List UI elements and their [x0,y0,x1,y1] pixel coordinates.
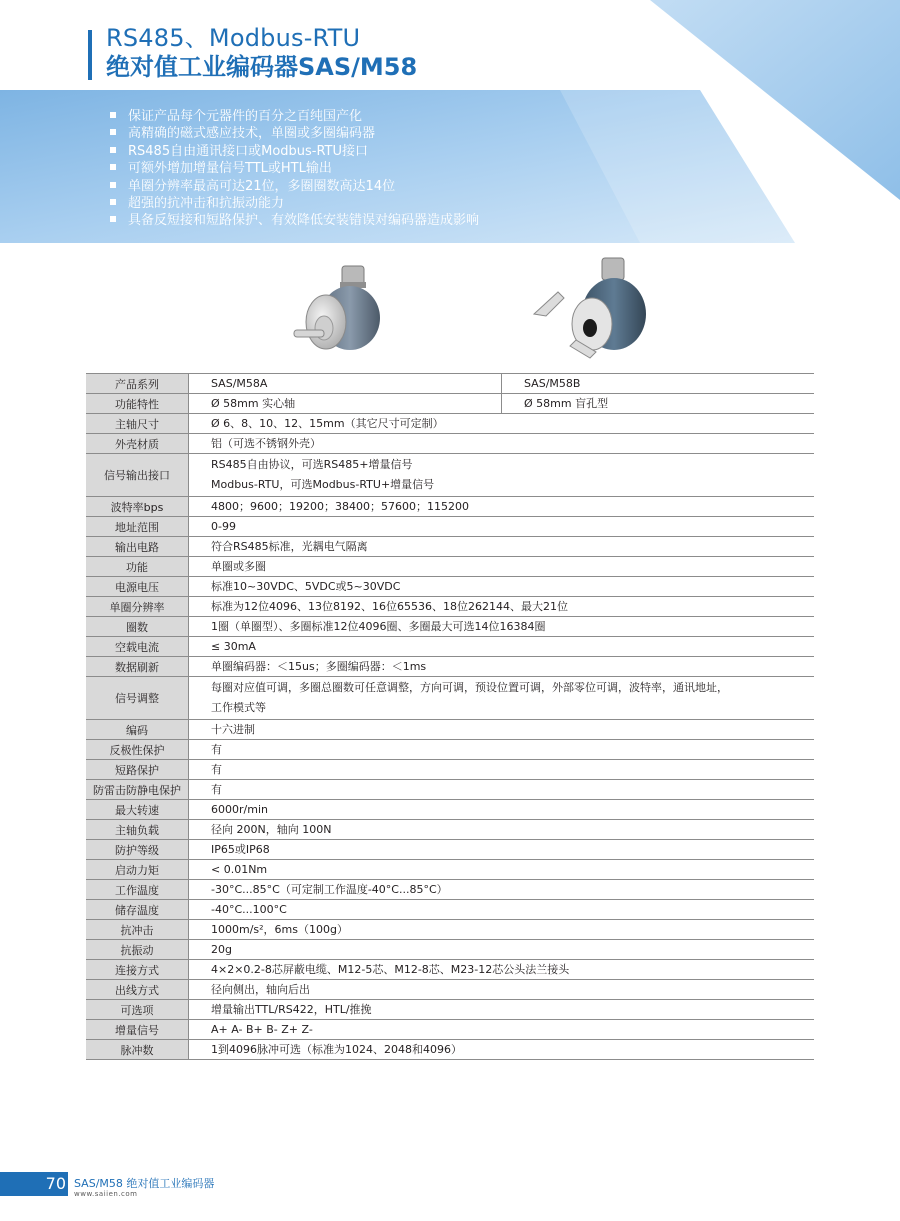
spec-label: 抗振动 [86,940,189,960]
spec-value [189,557,815,577]
bullet-square-icon [110,216,116,222]
feature-item [110,108,479,125]
spec-row [86,414,814,434]
spec-row [86,1040,814,1060]
spec-value [189,577,815,597]
spec-value [189,800,815,820]
spec-value [189,1000,815,1020]
spec-row [86,517,814,537]
spec-value-model-b: Ø 58mm 盲孔型 [502,394,815,414]
spec-value [189,537,815,557]
spec-label: 信号输出接口 [86,454,189,497]
spec-row [86,394,814,414]
spec-value [189,454,815,497]
page-number: 70 [45,1174,66,1193]
spec-label: 圈数 [86,617,189,637]
spec-label: 抗冲击 [86,920,189,940]
spec-label: 数据刷新 [86,657,189,677]
spec-label: 信号调整 [86,677,189,720]
spec-value-line: 4×2×0.2-8芯屏蔽电缆、M12-5芯、M12-8芯、M23-12芯公头法兰接头 [211,963,570,976]
spec-label: 输出电路 [86,537,189,557]
spec-row [86,597,814,617]
bullet-square-icon [110,112,116,118]
spec-value-model-b: SAS/M58B [502,374,815,394]
title-line-2: 绝对值工业编码器SAS/M58 [106,53,418,81]
spec-table [86,373,814,1060]
spec-row [86,900,814,920]
spec-row [86,720,814,740]
spec-value [189,677,815,720]
spec-value [189,720,815,740]
feature-item [110,160,479,177]
spec-row [86,577,814,597]
spec-value [189,920,815,940]
spec-row [86,760,814,780]
spec-value-model-a: SAS/M58A [189,374,502,394]
feature-item [110,212,479,229]
spec-value-line: 每圈对应值可调，多圈总圈数可任意调整，方向可调，预设位置可调，外部零位可调，波特率，通讯地址， [211,681,728,694]
spec-value-line: -30°C...85°C（可定制工作温度-40°C...85°C） [211,883,448,896]
spec-label: 功能 [86,557,189,577]
spec-value-line: 6000r/min [211,803,268,816]
spec-row [86,860,814,880]
spec-value-line: 铝（可选不锈钢外壳） [211,437,321,450]
feature-text: 具备反短接和短路保护、有效降低安装错误对编码器造成影响 [128,213,480,229]
spec-value-line: -40°C...100°C [211,903,287,916]
spec-value [189,900,815,920]
spec-label: 防雷击防静电保护 [86,780,189,800]
spec-row [86,637,814,657]
feature-text: 高精确的磁式感应技术，单圈或多圈编码器 [128,126,376,142]
spec-value-line: 符合RS485标准，光耦电气隔离 [211,540,368,553]
spec-row [86,880,814,900]
spec-row [86,940,814,960]
spec-label: 功能特性 [86,394,189,414]
spec-value [189,517,815,537]
feature-text: 单圈分辨率最高可达21位，多圈圈数高达14位 [128,178,396,194]
spec-row [86,1020,814,1040]
spec-value-line: 径向 200N，轴向 100N [211,823,332,836]
feature-list [110,108,479,230]
spec-row [86,557,814,577]
spec-row [86,920,814,940]
spec-value-line: 单圈编码器：＜15us；多圈编码器：＜1ms [211,660,427,673]
spec-value [189,880,815,900]
spec-row [86,820,814,840]
spec-value-line: 单圈或多圈 [211,560,266,573]
spec-value [189,617,815,637]
spec-label: 增量信号 [86,1020,189,1040]
spec-value-model-a: Ø 58mm 实心轴 [189,394,502,414]
spec-label: 编码 [86,720,189,740]
bullet-square-icon [110,199,116,205]
title-line-1: RS485、Modbus-RTU [106,24,361,52]
feature-item [110,178,479,195]
spec-value-line: 有 [211,783,222,796]
spec-row [86,454,814,497]
feature-item [110,195,479,212]
spec-value [189,657,815,677]
encoder-solid-shaft-image [284,256,384,356]
spec-row [86,617,814,637]
feature-item [110,125,479,142]
spec-value [189,497,815,517]
spec-value-line: 十六进制 [211,723,255,736]
spec-value-line: Ø 6、8、10、12、15mm（其它尺寸可定制） [211,417,444,430]
spec-value [189,597,815,617]
spec-value-line: 20g [211,943,232,956]
spec-value-line: 有 [211,763,222,776]
feature-text: 可额外增加增量信号TTL或HTL输出 [128,161,332,177]
spec-value [189,740,815,760]
spec-row [86,497,814,517]
page-title [106,24,417,82]
spec-value [189,940,815,960]
spec-row [86,374,814,394]
title-accent-bar [88,30,92,80]
bullet-square-icon [110,129,116,135]
spec-value [189,860,815,880]
spec-row [86,434,814,454]
spec-label: 启动力矩 [86,860,189,880]
spec-value-line: ≤ 30mA [211,640,256,653]
bullet-square-icon [110,147,116,153]
spec-value-line: 增量输出TTL/RS422，HTL/推挽 [211,1003,372,1016]
spec-value [189,960,815,980]
spec-label: 外壳材质 [86,434,189,454]
spec-value-line: 标准10~30VDC、5VDC或5~30VDC [211,580,401,593]
spec-row [86,960,814,980]
spec-value [189,780,815,800]
spec-label: 连接方式 [86,960,189,980]
spec-label: 电源电压 [86,577,189,597]
spec-value-line: 0-99 [211,520,236,533]
spec-label: 出线方式 [86,980,189,1000]
spec-value-line: 工作模式等 [211,701,266,714]
spec-label: 反极性保护 [86,740,189,760]
spec-label: 防护等级 [86,840,189,860]
spec-value [189,414,815,434]
feature-item [110,143,479,160]
spec-label: 脉冲数 [86,1040,189,1060]
spec-value-line: 1到4096脉冲可选（标准为1024、2048和4096） [211,1043,462,1056]
footer-url: www.saiien.com [74,1190,138,1198]
spec-value-line: 径向侧出，轴向后出 [211,983,310,996]
encoder-blind-hole-image [530,254,660,360]
spec-label: 地址范围 [86,517,189,537]
spec-value-line: 4800；9600；19200；38400；57600；115200 [211,500,469,513]
footer-title: SAS/M58 绝对值工业编码器 [74,1177,215,1190]
spec-value [189,434,815,454]
feature-text: RS485自由通讯接口或Modbus-RTU接口 [128,143,369,159]
spec-row [86,840,814,860]
spec-value-line: < 0.01Nm [211,863,268,876]
spec-label: 波特率bps [86,497,189,517]
spec-row [86,1000,814,1020]
page-number-badge [0,1172,68,1196]
spec-value-line: 1000m/s²，6ms（100g） [211,923,348,936]
spec-value [189,637,815,657]
spec-label: 单圈分辨率 [86,597,189,617]
spec-label: 产品系列 [86,374,189,394]
spec-value-line: RS485自由协议，可选RS485+增量信号 [211,458,413,471]
spec-value [189,1020,815,1040]
spec-label: 最大转速 [86,800,189,820]
spec-value [189,980,815,1000]
spec-label: 工作温度 [86,880,189,900]
feature-text: 超强的抗冲击和抗振动能力 [128,196,285,212]
spec-label: 可选项 [86,1000,189,1020]
spec-value-line: IP65或IP68 [211,843,270,856]
spec-value [189,840,815,860]
spec-value-line: Modbus-RTU，可选Modbus-RTU+增量信号 [211,478,435,491]
spec-label: 主轴负载 [86,820,189,840]
bullet-square-icon [110,182,116,188]
spec-label: 空载电流 [86,637,189,657]
spec-value [189,820,815,840]
spec-row [86,800,814,820]
spec-value-line: A+ A- B+ B- Z+ Z- [211,1023,313,1036]
spec-value-line: 标准为12位4096、13位8192、16位65536、18位262144、最大21位 [211,600,568,613]
feature-text: 保证产品每个元器件的百分之百纯国产化 [128,109,363,124]
spec-value-line: 有 [211,743,222,756]
spec-row [86,677,814,720]
bullet-square-icon [110,164,116,170]
spec-value-line: 1圈（单圈型）、多圈标准12位4096圈、多圈最大可选14位16384圈 [211,620,546,633]
spec-row [86,740,814,760]
spec-row [86,537,814,557]
spec-row [86,980,814,1000]
spec-row [86,780,814,800]
spec-label: 短路保护 [86,760,189,780]
spec-label: 储存温度 [86,900,189,920]
spec-label: 主轴尺寸 [86,414,189,434]
spec-value [189,1040,815,1060]
spec-value [189,760,815,780]
spec-row [86,657,814,677]
